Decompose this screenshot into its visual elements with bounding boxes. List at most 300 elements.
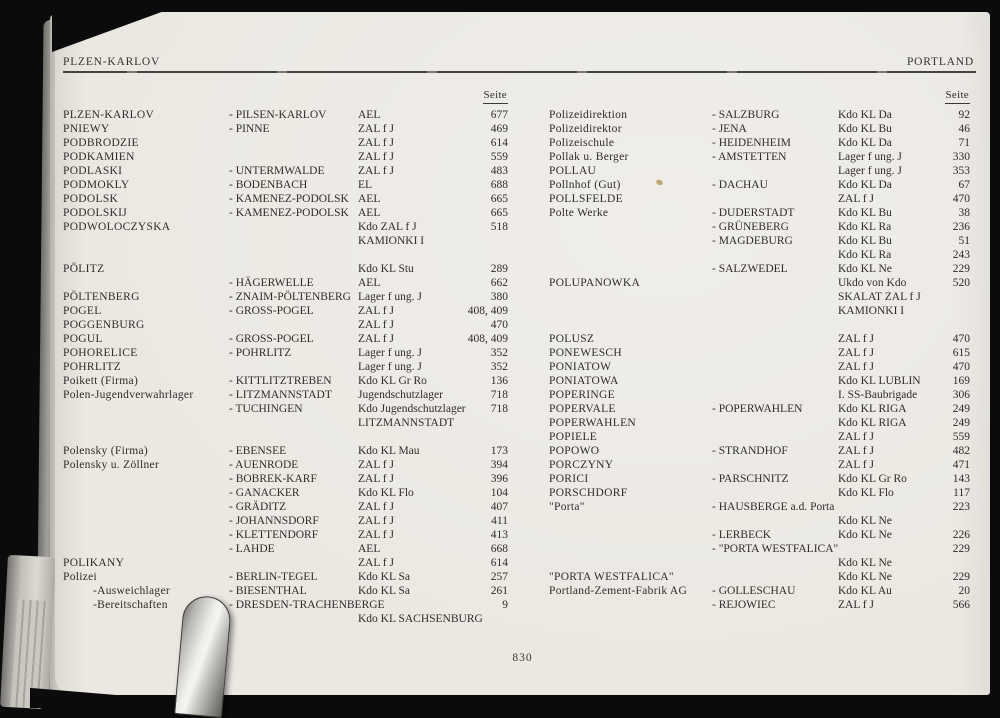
cell-camp: Ukdo von Kdo — [838, 277, 907, 289]
index-row — [63, 570, 508, 584]
cell-ref — [712, 248, 838, 262]
cell-name: PONEWESCH — [549, 347, 622, 359]
cell-camp: Kdo KL RIGA — [838, 417, 907, 429]
cell-ref — [229, 612, 358, 626]
cell-page: 261 — [490, 585, 508, 597]
cell-name: POLIKANY — [63, 557, 125, 569]
cell-camp: Kdo KL Flo — [838, 487, 894, 499]
cell-page: 665 — [490, 193, 508, 205]
cell-ref — [712, 290, 838, 304]
cell-camp: ZAL f J — [838, 445, 874, 457]
cell-ref — [712, 318, 838, 332]
cell-ref — [229, 318, 358, 332]
cell-name — [549, 598, 712, 612]
cell-ref: - SALZWEDEL — [712, 263, 788, 275]
index-row — [549, 290, 970, 304]
cell-ref: - MAGDEBURG — [712, 235, 793, 247]
cell-camp: ZAL f J — [358, 151, 394, 163]
cell-page: 520 — [952, 277, 970, 289]
index-row — [63, 612, 508, 626]
header-rule — [63, 71, 976, 73]
index-row — [63, 500, 508, 514]
cell-ref — [712, 332, 838, 346]
cell-camp: Lager f ung. J — [838, 151, 902, 163]
cell-name: PORCZYNY — [549, 459, 614, 471]
cell-name — [549, 514, 712, 528]
cell-page — [458, 612, 508, 626]
index-row — [63, 556, 508, 570]
cell-page: 471 — [952, 459, 970, 471]
cell-ref: - KITTLITZTREBEN — [229, 375, 332, 387]
cell-ref: - PILSEN-KARLOV — [229, 109, 327, 121]
cell-page: 20 — [958, 585, 970, 597]
cell-page: 352 — [490, 347, 508, 359]
cell-page: 229 — [952, 543, 970, 555]
cell-name: Pollnhof (Gut) — [549, 179, 621, 191]
index-row — [63, 346, 508, 360]
row-spacer — [549, 318, 970, 332]
cell-ref: - UNTERMWALDE — [229, 165, 325, 177]
index-row — [549, 178, 970, 192]
cell-page: 668 — [490, 543, 508, 555]
cell-name: "PORTA WESTFALICA" — [549, 571, 674, 583]
cell-name: PORSCHDORF — [549, 487, 628, 499]
cell-camp: Kdo KL Ne — [838, 529, 892, 541]
cell-page: 559 — [490, 151, 508, 163]
index-row — [549, 150, 970, 164]
index-row — [63, 402, 508, 416]
cell-page: 411 — [491, 515, 508, 527]
index-row — [549, 388, 970, 402]
cell-ref: - LAHDE — [229, 543, 275, 555]
index-row — [63, 514, 508, 528]
cell-name — [63, 248, 229, 262]
index-row — [549, 444, 970, 458]
cell-page: 413 — [490, 529, 508, 541]
cell-page: 718 — [490, 389, 508, 401]
cell-page — [940, 318, 970, 332]
cell-name: Polizeischule — [549, 137, 615, 149]
cell-camp: ZAL f J — [358, 557, 394, 569]
cell-ref: - "PORTA WESTFALICA" — [712, 543, 839, 555]
index-row — [63, 472, 508, 486]
cell-camp: ZAL f J — [838, 599, 874, 611]
cell-page: 249 — [952, 403, 970, 415]
index-column-left — [63, 88, 508, 626]
cell-name: PORICI — [549, 473, 589, 485]
cell-page: 226 — [952, 529, 970, 541]
cell-ref — [712, 430, 838, 444]
cell-page: 408, 409 — [467, 305, 508, 317]
cell-camp: AEL — [358, 543, 381, 555]
cell-camp: Kdo KL Ne — [838, 515, 892, 527]
index-row — [549, 360, 970, 374]
cell-page: 9 — [502, 599, 508, 611]
cell-name: Polizeidirektor — [549, 123, 622, 135]
cell-ref — [229, 430, 358, 444]
cell-ref: - DRESDEN-TRACHENBERGE — [229, 599, 385, 611]
cell-ref — [229, 136, 358, 150]
cell-ref — [712, 458, 838, 472]
cell-ref: - JOHANNSDORF — [229, 515, 319, 527]
cell-camp: Lager f ung. J — [358, 361, 422, 373]
metal-page-clip — [174, 594, 232, 718]
cell-name: POHRLITZ — [63, 361, 121, 373]
cell-name: PODMOKLY — [63, 179, 130, 191]
cell-camp: ZAL f J — [838, 333, 874, 345]
cell-camp: Lager f ung. J — [358, 347, 422, 359]
index-row — [549, 430, 970, 444]
index-row — [63, 584, 508, 598]
cell-ref: - LITZMANNSTADT — [229, 389, 332, 401]
cell-name — [549, 542, 712, 556]
book-page — [55, 12, 990, 695]
cell-camp: Kdo KL Ra — [838, 249, 892, 261]
index-rows-left — [63, 108, 508, 626]
index-row — [63, 486, 508, 500]
cell-page: 407 — [490, 501, 508, 513]
cell-camp — [358, 430, 458, 444]
index-row — [549, 374, 970, 388]
cell-name: POPERWAHLEN — [549, 417, 637, 429]
seite-header — [63, 88, 508, 108]
cell-camp: KAMIONKI I — [358, 235, 425, 247]
cell-page: 469 — [490, 123, 508, 135]
cell-camp: ZAL f J — [358, 137, 394, 149]
cell-ref — [229, 248, 358, 262]
cell-camp: ZAL f J — [358, 501, 394, 513]
cell-camp: Kdo KL Da — [838, 179, 892, 191]
cell-camp: Kdo KL Stu — [358, 263, 414, 275]
cell-ref — [712, 164, 838, 178]
cell-ref: - LERBECK — [712, 529, 772, 541]
cell-ref — [712, 346, 838, 360]
cell-name — [63, 486, 229, 500]
cell-name: POPERINGE — [549, 389, 615, 401]
index-row — [63, 416, 508, 430]
cell-ref: - GROSS-POGEL — [229, 305, 314, 317]
cell-page: 249 — [952, 417, 970, 429]
cell-page — [458, 248, 508, 262]
cell-page: 173 — [490, 445, 508, 457]
cell-page: 104 — [490, 487, 508, 499]
cell-ref: - HEIDENHEIM — [712, 137, 791, 149]
cell-name: Polizei — [63, 571, 98, 583]
cell-ref: - EBENSEE — [229, 445, 287, 457]
cell-name: POGGENBURG — [63, 319, 145, 331]
cell-page — [940, 304, 970, 318]
cell-name: PONIATOW — [549, 361, 612, 373]
cell-name: PÖLITZ — [63, 263, 105, 275]
cell-name — [549, 290, 712, 304]
index-row — [63, 332, 508, 346]
index-row — [549, 220, 970, 234]
cell-name — [63, 542, 229, 556]
cell-page: 92 — [958, 109, 970, 121]
cell-ref — [712, 570, 838, 584]
cell-camp: Kdo KL Da — [838, 109, 892, 121]
cell-ref: - JENA — [712, 123, 747, 135]
cell-ref: - KAMENEZ-PODOLSK — [229, 193, 349, 205]
cell-page: 352 — [490, 361, 508, 373]
cell-page: 136 — [490, 375, 508, 387]
cell-camp: ZAL f J — [358, 333, 394, 345]
cell-name: Polensky u. Zöllner — [63, 459, 160, 471]
cell-page: 223 — [952, 501, 970, 513]
seite-label: Seite — [945, 88, 971, 104]
cell-ref: - GRÄDITZ — [229, 501, 287, 513]
cell-page: 566 — [952, 599, 970, 611]
cell-ref: - DUDERSTADT — [712, 207, 795, 219]
cell-camp: Kdo KL Bu — [838, 207, 892, 219]
cell-camp: ZAL f J — [358, 515, 394, 527]
cell-ref — [712, 388, 838, 402]
cell-name: PÖLTENBERG — [63, 291, 140, 303]
cell-name — [63, 472, 229, 486]
cell-name: PODOLSK — [63, 193, 119, 205]
index-row — [549, 416, 970, 430]
cell-name: PLZEN-KARLOV — [63, 109, 155, 121]
cell-camp: ZAL f J — [358, 459, 394, 471]
cell-ref — [712, 374, 838, 388]
index-row — [549, 234, 970, 248]
cell-camp: Kdo KL Gr Ro — [358, 375, 427, 387]
cell-name: POGEL — [63, 305, 102, 317]
row-spacer — [63, 248, 508, 262]
index-rows-right — [549, 108, 970, 612]
cell-camp: Kdo KL Ne — [838, 263, 892, 275]
index-row — [549, 248, 970, 262]
index-row — [63, 318, 508, 332]
cell-name: -Ausweichlager — [93, 585, 171, 597]
cell-name: Pollak u. Berger — [549, 151, 629, 163]
cell-page: 518 — [490, 221, 508, 233]
cell-page: 614 — [490, 137, 508, 149]
cell-page: 71 — [958, 137, 970, 149]
index-row — [63, 290, 508, 304]
cell-page: 483 — [490, 165, 508, 177]
cell-name: Polen-Jugendverwahrlager — [63, 389, 194, 401]
index-row — [63, 598, 508, 612]
running-header-right: PORTLAND — [906, 56, 974, 68]
cell-name: POPERVALE — [549, 403, 616, 415]
cell-ref — [229, 234, 358, 248]
cell-camp: Kdo KL Ne — [838, 571, 892, 583]
index-row — [63, 136, 508, 150]
cell-name: POPOWO — [549, 445, 600, 457]
seite-header — [549, 88, 970, 108]
cell-name — [549, 318, 712, 332]
cell-camp: ZAL f J — [358, 473, 394, 485]
cell-name: PODBRODZIE — [63, 137, 139, 149]
index-row — [63, 108, 508, 122]
cell-camp: Kdo KL Sa — [358, 585, 410, 597]
cell-name: -Bereitschaften — [93, 599, 168, 611]
cell-name: Polensky (Firma) — [63, 445, 148, 457]
cell-camp: Kdo KL Mau — [358, 445, 420, 457]
cell-camp: ZAL f J — [838, 431, 874, 443]
cell-page — [940, 556, 970, 570]
cell-camp: Kdo KL Bu — [838, 123, 892, 135]
cell-name: PNIEWY — [63, 123, 110, 135]
cell-camp: AEL — [358, 207, 381, 219]
index-row — [63, 276, 508, 290]
cell-camp: Kdo KL Au — [838, 585, 892, 597]
cell-ref: - BERLIN-TEGEL — [229, 571, 318, 583]
cell-camp: AEL — [358, 193, 381, 205]
index-row — [549, 304, 970, 318]
cell-page: 236 — [952, 221, 970, 233]
index-row — [549, 136, 970, 150]
cell-page: 470 — [490, 319, 508, 331]
cell-camp: ZAL f J — [838, 193, 874, 205]
cell-page: 470 — [952, 333, 970, 345]
cell-ref — [229, 556, 358, 570]
index-row — [63, 234, 508, 248]
cell-page: 559 — [952, 431, 970, 443]
cell-name: Polizeidirektion — [549, 109, 628, 121]
cell-page: 257 — [490, 571, 508, 583]
cell-page — [458, 416, 508, 430]
cell-name — [549, 556, 712, 570]
cell-ref: - BOBREK-KARF — [229, 473, 317, 485]
index-row — [549, 528, 970, 542]
cell-name: POLLAU — [549, 165, 597, 177]
cell-camp: Lager f ung. J — [358, 291, 422, 303]
index-row — [63, 542, 508, 556]
cell-page: 289 — [490, 263, 508, 275]
cell-name: POPIELE — [549, 431, 598, 443]
cell-camp: SKALAT ZAL f J — [838, 291, 921, 303]
cell-name — [63, 500, 229, 514]
cell-page: 51 — [958, 235, 970, 247]
cell-name: Poikett (Firma) — [63, 375, 139, 387]
index-row — [549, 108, 970, 122]
cell-name — [549, 234, 712, 248]
running-header-left: PLZEN-KARLOV — [63, 56, 161, 68]
cell-name: PODLASKI — [63, 165, 123, 177]
cell-camp — [838, 542, 940, 556]
cell-name: PODKAMIEN — [63, 151, 135, 163]
cell-name: Portland-Zement-Fabrik AG — [549, 585, 688, 597]
cell-ref: - KLETTENDORF — [229, 529, 319, 541]
cell-name — [549, 220, 712, 234]
cell-camp: Kdo KL SACHSENBURG — [358, 613, 483, 625]
cell-camp: Kdo KL Ne — [838, 557, 892, 569]
cell-camp: Jugendschutzlager — [358, 389, 443, 401]
cell-ref: - POHRLITZ — [229, 347, 292, 359]
cell-page — [940, 514, 970, 528]
cell-page: 470 — [952, 361, 970, 373]
index-row — [549, 262, 970, 276]
cell-name: POLUSZ — [549, 333, 595, 345]
index-row — [549, 514, 970, 528]
cell-page: 143 — [952, 473, 970, 485]
cell-page: 470 — [952, 193, 970, 205]
cell-ref — [229, 416, 358, 430]
cell-ref: - AUENRODE — [229, 459, 299, 471]
cell-name: PONIATOWA — [549, 375, 619, 387]
cell-camp: Kdo KL Bu — [838, 235, 892, 247]
index-row — [63, 192, 508, 206]
cell-camp: LITZMANNSTADT — [358, 417, 455, 429]
cell-name — [549, 304, 712, 318]
index-row — [63, 122, 508, 136]
index-row — [549, 584, 970, 598]
cell-camp: ZAL f J — [358, 305, 394, 317]
index-row — [549, 192, 970, 206]
cell-page: 394 — [490, 459, 508, 471]
cell-ref: - GOLLESCHAU — [712, 585, 796, 597]
cell-name — [63, 416, 229, 430]
cell-ref: - HÄGERWELLE — [229, 277, 314, 289]
cell-page: 614 — [490, 557, 508, 569]
index-row — [549, 206, 970, 220]
cell-camp: AEL — [358, 277, 381, 289]
cell-name: POLUPANOWKA — [549, 277, 641, 289]
seite-label: Seite — [483, 88, 509, 104]
cell-page: 330 — [952, 151, 970, 163]
cell-name — [63, 514, 229, 528]
index-row — [549, 164, 970, 178]
cell-page: 229 — [952, 263, 970, 275]
cell-camp: Kdo ZAL f J — [358, 221, 417, 233]
cell-camp — [358, 248, 458, 262]
cell-camp — [838, 318, 940, 332]
cell-name: "Porta" — [549, 501, 585, 513]
cell-name — [63, 234, 229, 248]
cell-ref: - HAUSBERGE a.d. Porta — [712, 501, 835, 513]
cell-ref: - GRÜNEBERG — [712, 221, 789, 233]
index-row — [549, 402, 970, 416]
cell-camp: Kdo KL LUBLIN — [838, 375, 921, 387]
cell-name: PODOLSKIJ — [63, 207, 128, 219]
cell-name: POGUL — [63, 333, 103, 345]
cell-ref — [712, 192, 838, 206]
cell-camp: Kdo KL Flo — [358, 487, 414, 499]
cell-ref: - BODENBACH — [229, 179, 308, 191]
row-spacer — [63, 430, 508, 444]
cell-camp: Kdo Jugendschutzlager — [358, 403, 466, 415]
cell-page: 117 — [953, 487, 970, 499]
cell-camp: ZAL f J — [358, 319, 394, 331]
index-row — [549, 346, 970, 360]
index-row — [63, 444, 508, 458]
cell-ref: - KAMENEZ-PODOLSK — [229, 207, 349, 219]
index-row — [549, 486, 970, 500]
cell-ref: - BIESENTHAL — [229, 585, 307, 597]
cell-page: 688 — [490, 179, 508, 191]
index-row — [63, 150, 508, 164]
cell-ref — [229, 262, 358, 276]
index-row — [63, 388, 508, 402]
cell-ref: - GROSS-POGEL — [229, 333, 314, 345]
index-row — [63, 374, 508, 388]
cell-ref — [712, 360, 838, 374]
cell-ref — [229, 150, 358, 164]
cell-page — [940, 290, 970, 304]
cell-camp: ZAL f J — [358, 123, 394, 135]
cell-page: 396 — [490, 473, 508, 485]
cell-ref: - PARSCHNITZ — [712, 473, 789, 485]
index-row — [549, 276, 970, 290]
cell-ref — [712, 416, 838, 430]
cell-camp: Kdo KL Gr Ro — [838, 473, 907, 485]
index-row — [549, 542, 970, 556]
cell-name — [63, 528, 229, 542]
index-row — [549, 556, 970, 570]
index-row — [63, 360, 508, 374]
